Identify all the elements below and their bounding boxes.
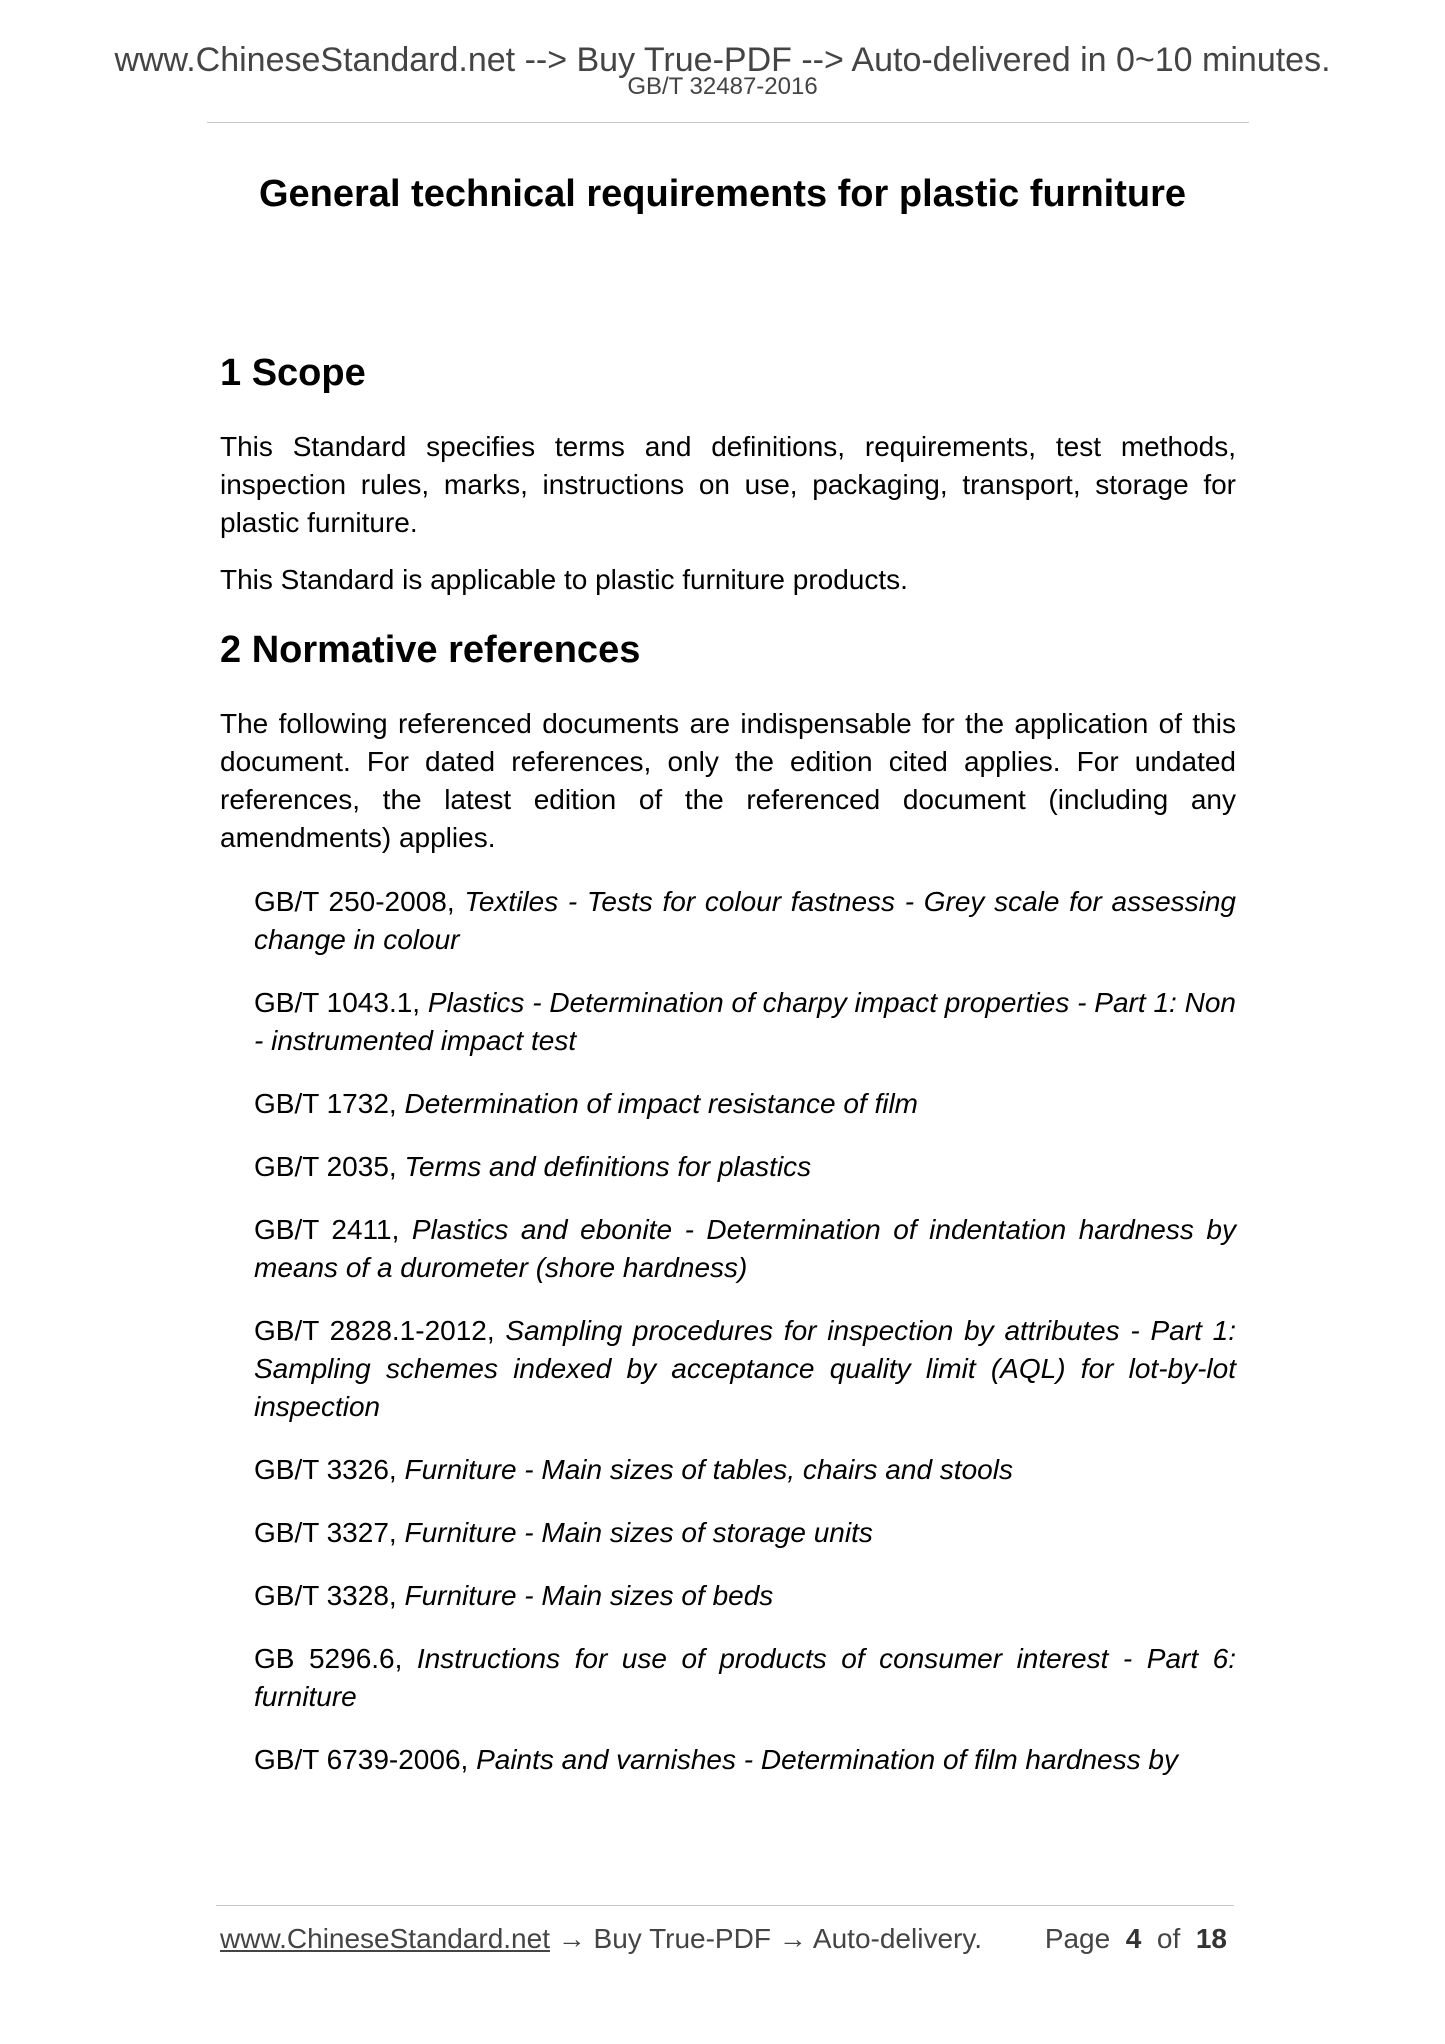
reference-code: GB/T 250-2008, xyxy=(254,886,465,917)
reference-title: Furniture - Main sizes of beds xyxy=(404,1580,774,1611)
reference-title: Determination of impact resistance of film xyxy=(404,1088,918,1119)
reference-code: GB/T 2411, xyxy=(254,1214,412,1245)
footer-promo xyxy=(220,1922,982,1956)
scope-paragraph: This Standard specifies terms and definitions, requirements, test methods, inspection rules, marks, instructions on use, packaging, transport, storage for plastic furniture. xyxy=(220,431,1236,538)
scope-paragraph: This Standard is applicable to plastic furniture products. xyxy=(220,564,908,595)
reference-item xyxy=(254,1741,1236,1779)
reference-title: Plastics and ebonite - Determination of indentation hardness by means of a durometer (shore hardness) xyxy=(254,1214,1236,1283)
reference-title: Sampling procedures for inspection by attributes - Part 1: Sampling schemes indexed by acceptance quality limit (AQL) for lot-by-lot inspection xyxy=(254,1315,1236,1422)
footer-divider xyxy=(216,1905,1234,1906)
total-pages-number: 18 xyxy=(1195,1923,1227,1954)
reference-item xyxy=(254,984,1236,1060)
reference-title: Terms and definitions for plastics xyxy=(404,1151,812,1182)
reference-item xyxy=(254,1312,1236,1426)
reference-item xyxy=(254,1577,1236,1615)
page-label: Page xyxy=(1044,1923,1111,1954)
reference-item xyxy=(254,883,1236,959)
reference-code: GB/T 2035, xyxy=(254,1151,405,1182)
header-divider xyxy=(207,122,1249,123)
reference-item xyxy=(254,1514,1236,1552)
reference-code: GB/T 6739-2006, xyxy=(254,1744,477,1775)
current-page-number: 4 xyxy=(1125,1923,1142,1954)
document-title: General technical requirements for plastic furniture xyxy=(258,173,1187,215)
references-intro: The following referenced documents are indispensable for the application of this document. For dated references, only the edition cited applies. For undated references, the latest edition of the referenced document (including any amendments) applies. xyxy=(220,708,1236,853)
footer-site-link[interactable]: www.ChineseStandard.net xyxy=(220,1923,550,1954)
reference-code: GB/T 1732, xyxy=(254,1088,405,1119)
reference-item xyxy=(254,1148,1236,1186)
of-label: of xyxy=(1156,1923,1181,1954)
page-content xyxy=(220,350,1236,1779)
page-indicator xyxy=(1045,1922,1227,1956)
reference-list xyxy=(220,883,1236,1779)
reference-title: Instructions for use of products of consumer interest - Part 6: furniture xyxy=(254,1643,1236,1712)
reference-code: GB/T 3328, xyxy=(254,1580,405,1611)
reference-item xyxy=(254,1451,1236,1489)
reference-title: Plastics - Determination of charpy impact properties - Part 1: Non - instrumented impact test xyxy=(254,987,1237,1056)
reference-code: GB/T 1043.1, xyxy=(254,987,428,1018)
reference-item xyxy=(254,1211,1236,1287)
section-heading-scope: 1 Scope xyxy=(220,352,366,394)
reference-title: Textiles - Tests for colour fastness - Grey scale for assessing change in colour xyxy=(254,886,1236,955)
standard-number: GB/T 32487-2016 xyxy=(627,73,818,100)
reference-code: GB/T 3327, xyxy=(254,1517,405,1548)
reference-item xyxy=(254,1085,1236,1123)
reference-title: Furniture - Main sizes of tables, chairs and stools xyxy=(404,1454,1013,1485)
section-heading-normative-references: 2 Normative references xyxy=(220,629,641,671)
reference-code: GB 5296.6, xyxy=(254,1643,417,1674)
reference-title: Furniture - Main sizes of storage units xyxy=(404,1517,873,1548)
top-banner: www.ChineseStandard.net --> Buy True-PDF --> Auto-delivered in 0~10 minutes. xyxy=(114,41,1331,79)
reference-code: GB/T 2828.1-2012, xyxy=(254,1315,506,1346)
footer-promo-text: → Buy True-PDF → Auto-delivery. xyxy=(549,1923,983,1954)
reference-code: GB/T 3326, xyxy=(254,1454,405,1485)
reference-item xyxy=(254,1640,1236,1716)
reference-title: Paints and varnishes - Determination of film hardness by xyxy=(476,1744,1178,1775)
